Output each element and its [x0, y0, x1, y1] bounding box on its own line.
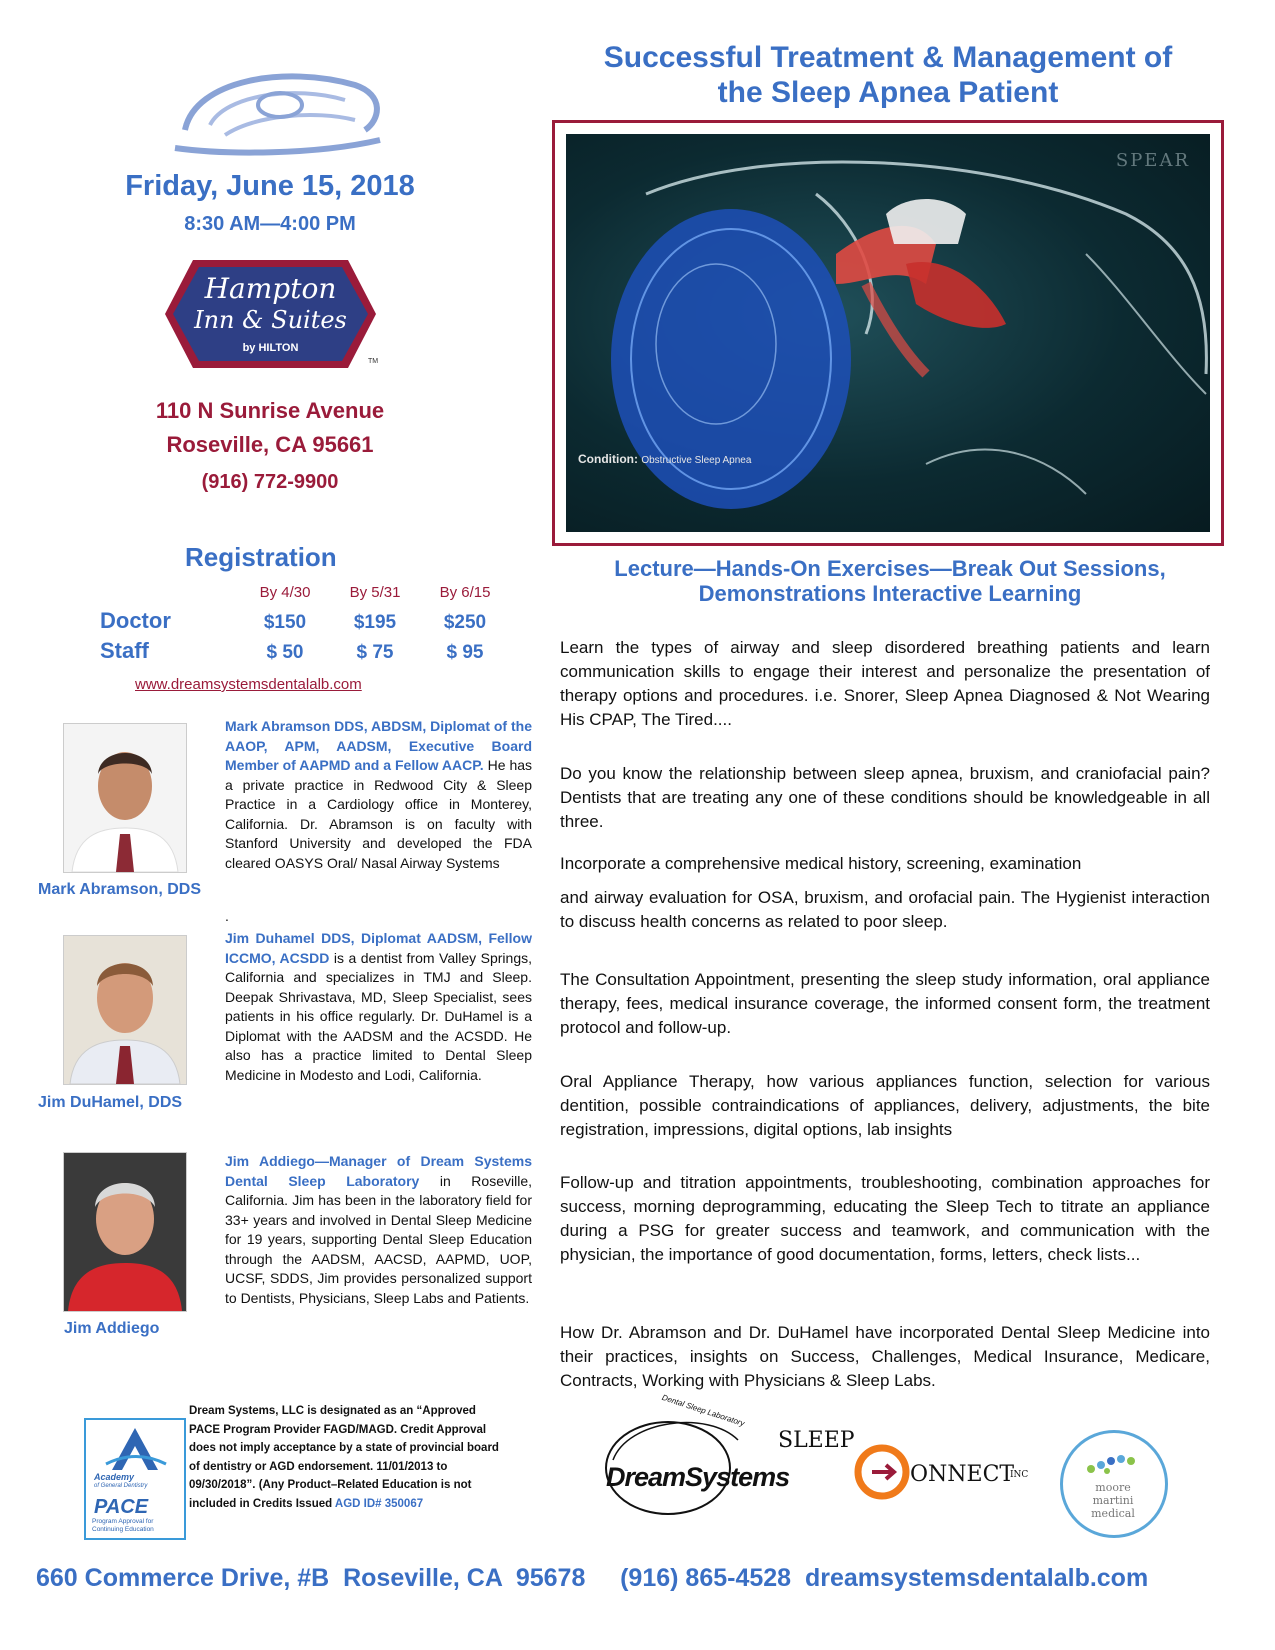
dreamsystems-arc-text: Dental Sleep Laboratory [660, 1392, 746, 1429]
event-time: 8:30 AM—4:00 PM [184, 213, 356, 235]
venue-street: 110 N Sunrise Avenue [155, 398, 385, 423]
pace-logo-line2: of General Dentistry [94, 1483, 148, 1489]
sleep-apnea-illustration-frame [552, 120, 1224, 546]
pace-logo-line5: Continuing Education [92, 1526, 154, 1533]
deadline-3: By 6/15 [439, 584, 491, 601]
sleep-connect-sleep: SLEEP [778, 1428, 855, 1453]
moore-line2: martini [1092, 1494, 1134, 1507]
condition-label: Condition: [578, 452, 638, 466]
event-format-subtitle [550, 556, 1230, 606]
sleep-connect-logo [778, 1428, 1038, 1508]
speaker-bio-1 [225, 717, 532, 873]
pace-logo-line4: Program Approval for [92, 1518, 154, 1525]
price: $ 75 [356, 642, 394, 663]
registration-row-doctor [100, 608, 510, 634]
registration-website-link[interactable]: www.dreamsystemsdentalalb.com [135, 676, 362, 693]
description-paragraph-3: Incorporate a comprehensive medical history, screening, examination [560, 854, 1082, 873]
dreamsystems-name: DreamSystems [606, 1462, 790, 1492]
dreamsystems-logo [598, 1392, 790, 1520]
moore-martini-medical-logo [1060, 1430, 1168, 1538]
condition-value: Obstructive Sleep Apnea [641, 455, 752, 466]
pace-logo-line1: Academy [94, 1472, 135, 1482]
event-title-line1: Successful Treatment & Management of [603, 41, 1173, 74]
price: $ 95 [446, 642, 484, 663]
hampton-logo-line3: by HILTON [242, 342, 299, 354]
speaker-bio-3 [225, 1152, 532, 1308]
price: $195 [353, 612, 397, 633]
row-label: Doctor [100, 608, 171, 633]
hampton-logo-tm: TM [368, 358, 379, 365]
pace-statement-text: Dream Systems, LLC is designated as an “Approved PACE Program Provider FAGD/MAGD. Credit Approval does not imply acceptance by a state of provincial board of dentistry or AGD endorsement. 11/01/2013 to 09/30/2018”. (Any Product–Related Education is not included in Credits Issued [189, 1405, 499, 1510]
price: $ 50 [266, 642, 304, 663]
speaker-credentials-3: Jim Addiego—Manager of Dream Systems Dental Sleep Laboratory [225, 1153, 532, 1189]
illustration-watermark: SPEAR [1115, 150, 1190, 171]
subtitle-line1: Lecture—Hands-On Exercises—Break Out Sessions, [614, 556, 1166, 581]
footer-website[interactable]: dreamsystemsdentalalb.com [804, 1564, 1149, 1592]
avatar-jim-duhamel [63, 935, 187, 1085]
price: $150 [263, 612, 307, 633]
description-paragraph-8: How Dr. Abramson and Dr. DuHamel have incorporated Dental Sleep Medicine into their practices, insights on Success, Challenges, Medical Insurance, Medicare, Contracts, Working with Physicians & Sleep Labs. [560, 1323, 1210, 1390]
deadline-1: By 4/30 [259, 584, 311, 601]
footer-phone: (916) 865-4528 [620, 1564, 792, 1592]
pace-statement [189, 1402, 499, 1513]
sleep-apnea-illustration [566, 134, 1210, 532]
description-paragraph-4: and airway evaluation for OSA, bruxism, and orofacial pain. The Hygienist interaction to discuss health concerns as related to poor sleep. [560, 888, 1210, 931]
description-paragraph-7: Follow-up and titration appointments, troubleshooting, combination approaches for success, morning deprogramming, educating the Sleep Tech to titrate an appliance during a PSG for greater success and teamwork, and communication with the physician, the importance of good documentation, forms, letters, check lists... [560, 1173, 1210, 1264]
pace-logo-line3: PACE [94, 1496, 149, 1518]
hampton-logo [163, 258, 378, 370]
speaker-name-2: Jim DuHamel, DDS [38, 1094, 183, 1111]
description-paragraph-5: The Consultation Appointment, presenting the sleep study information, oral appliance therapy, fees, medical insurance coverage, the informed consent form, the treatment protocol and follow-up. [560, 970, 1210, 1037]
speaker-name-3: Jim Addiego [64, 1320, 160, 1337]
speaker-bio-trailing-1: . [225, 908, 229, 924]
footer-contact [36, 1564, 1266, 1593]
hampton-logo-line1: Hampton [204, 272, 337, 305]
deadline-2: By 5/31 [349, 584, 401, 601]
avatar-jim-addiego [63, 1152, 187, 1312]
description-paragraph-6: Oral Appliance Therapy, how various appliances function, selection for various dentition, possible contraindications of appliances, delivery, adjustments, the bite registration, impressions, digital options, lab insights [560, 1072, 1210, 1139]
registration-row-staff [100, 638, 510, 664]
moore-line1: moore [1095, 1481, 1131, 1494]
illustration-condition [578, 452, 751, 466]
pace-agd-id: AGD ID# 350067 [334, 1497, 424, 1510]
speaker-credentials-2: Jim Duhamel DDS, Diplomat AADSM, Fellow ICCMO, ACSDD [225, 930, 532, 966]
speaker-bio-text-1: He has a private practice in Redwood City & Sleep Practice in a Cardiology office in Monterey, California. Dr. Abramson is on faculty with Stanford University and developed the FDA cleared OASYS Oral/ Nasal Airway Systems [225, 757, 533, 871]
event-title-line2: the Sleep Apnea Patient [717, 76, 1059, 109]
row-label: Staff [100, 638, 149, 663]
sleep-connect-inc: INC [1010, 1470, 1029, 1480]
subtitle-line2: Demonstrations Interactive Learning [698, 581, 1082, 606]
footer-address: 660 Commerce Drive, #B Roseville, CA 95678 [36, 1564, 586, 1592]
venue-city: Roseville, CA 95661 [166, 432, 374, 457]
pace-logo [84, 1418, 186, 1540]
price: $250 [443, 612, 487, 633]
event-title [548, 40, 1228, 110]
speaker-name-1: Mark Abramson, DDS [38, 881, 201, 898]
description-paragraph-1: Learn the types of airway and sleep disordered breathing patients and learn communication skills to engage their interest and personalize the presentation of therapy options and procedures. i.e. Snorer, Sleep Apnea Diagnosed & Not Wearing His CPAP, The Tired.... [560, 638, 1210, 729]
sleep-connect-connect: ONNECT [910, 1462, 1015, 1487]
description-paragraph-2: Do you know the relationship between sleep apnea, bruxism, and craniofacial pain? Dentists that are treating any one of these conditions should be knowledgeable in all three. [560, 764, 1210, 831]
speaker-credentials-1: Mark Abramson DDS, ABDSM, Diplomat of the AAOP, APM, AADSM, Executive Board Member of AAPMD and a Fellow AACP. [225, 718, 532, 773]
moore-line3: medical [1091, 1507, 1135, 1520]
avatar-mark-abramson [63, 723, 187, 873]
registration-deadlines [100, 584, 510, 601]
event-date: Friday, June 15, 2018 [125, 170, 415, 202]
speaker-bio-text-3: in Roseville, California. Jim has been in the laboratory field for 33+ years and involved in Dental Sleep Medicine for 19 years, supporting Dental Sleep Education through the AADSM, AACSD, AAPMD, UOP, UCSF, SDDS, Jim provides personalized support to Dentists, Physicians, Sleep Labs and Patients. [225, 1172, 532, 1306]
venue-phone: (916) 772-9900 [201, 471, 339, 493]
hampton-logo-line2: Inn & Suites [194, 306, 347, 334]
registration-title: Registration [185, 542, 337, 572]
speaker-bio-2 [225, 929, 532, 1085]
speaker-bio-text-2: is a dentist from Valley Springs, California and specializes in TMJ and Sleep. Deepak Shrivastava, MD, Sleep Specialist, sees patients in his office regularly. Dr. DuHamel is a Diplomat with the AADSM and the ACSDD. He also has a practice limited to Dental Sleep Medicine in Modesto and Lodi, California. [225, 949, 532, 1083]
sleep-swirl-logo [165, 60, 395, 160]
